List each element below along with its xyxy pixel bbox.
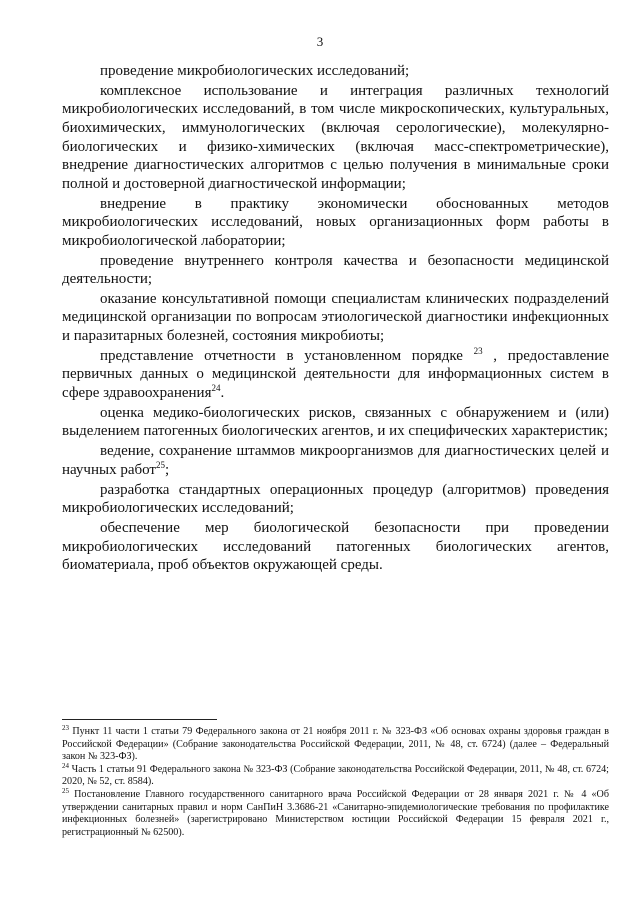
- footnotes: [62, 726, 609, 839]
- document-body: [62, 62, 609, 576]
- paragraph: оценка медико-биологических рисков, связанных с обнаружением и (или) выделением патогенных биологических агентов, и их специфических характеристик;: [62, 404, 609, 440]
- footnote-25: $^{25}$ Постановление Главного государственного санитарного врача Российской Федерации от 28 января 2021 г. № 4 «Об утверждении санитарных правил и норм СанПиН 3.3686-21 «Санитарно-эпидемиологические требования по профилактике инфекционных болезней» (зарегистрировано Министерством юстиции Российской Федерации 15 февраля 2021 г., регистрационный № 62500).: [62, 786, 609, 838]
- footnote-ref-23[interactable]: 23: [473, 345, 483, 356]
- paragraph: представление отчетности в установленном порядке $^{23}$ , предоставление первичных данных о медицинской деятельности для информационных систем в сфере здравоохранения$^{24}$.: [62, 345, 609, 402]
- footnote-24: $^{24}$ Часть 1 статьи 91 Федерального закона № 323-ФЗ (Собрание законодательства Российской Федерации, 2011, № 48, ст. 6724; 2020, № 52, ст. 8584).: [62, 761, 609, 788]
- paragraph: обеспечение мер биологической безопасности при проведении микробиологических исследований патогенных биологических агентов, биоматериала, проб объектов окружающей среды.: [62, 519, 609, 574]
- footnote-ref-25[interactable]: 25: [155, 459, 165, 470]
- paragraph: оказание консультативной помощи специалистам клинических подразделений медицинской организации по вопросам этиологической диагностики инфекционных и паразитарных болезней, состояния микробиоты;: [62, 290, 609, 345]
- footnote-ref-24[interactable]: 24: [211, 383, 221, 394]
- paragraph: разработка стандартных операционных процедур (алгоритмов) проведения микробиологических исследований;: [62, 481, 609, 517]
- footnote-23: $^{23}$ Пункт 11 части 1 статьи 79 Федерального закона от 21 ноября 2011 г. № 323-ФЗ «Об основах охраны здоровья граждан в Российской Федерации» (Собрание законодательства Российской Федерации, 2011, № 48, ст. 6724) (далее – Федеральный закон № 323-ФЗ).: [62, 724, 609, 763]
- paragraph: ведение, сохранение штаммов микроорганизмов для диагностических целей и научных работ$^{25}$;: [62, 443, 609, 478]
- footnote-divider: [62, 719, 217, 720]
- paragraph: внедрение в практику экономически обоснованных методов микробиологических исследований, новых организационных форм работы в микробиологической лаборатории;: [62, 195, 609, 249]
- paragraph: комплексное использование и интеграция различных технологий микробиологических исследований, в том числе микроскопических, культуральных, биохимических, иммунологических (включая серологические), молекулярно-биологических и физико-химических (включая масс-спектрометрические), внедрение диагностических алгоритмов с целью получения в минимальные сроки полной и достоверной диагностической информации;: [62, 82, 609, 192]
- page-number: 3: [316, 34, 324, 49]
- paragraph: проведение микробиологических исследований;: [100, 63, 410, 79]
- paragraph: проведение внутреннего контроля качества и безопасности медицинской деятельности;: [62, 252, 609, 288]
